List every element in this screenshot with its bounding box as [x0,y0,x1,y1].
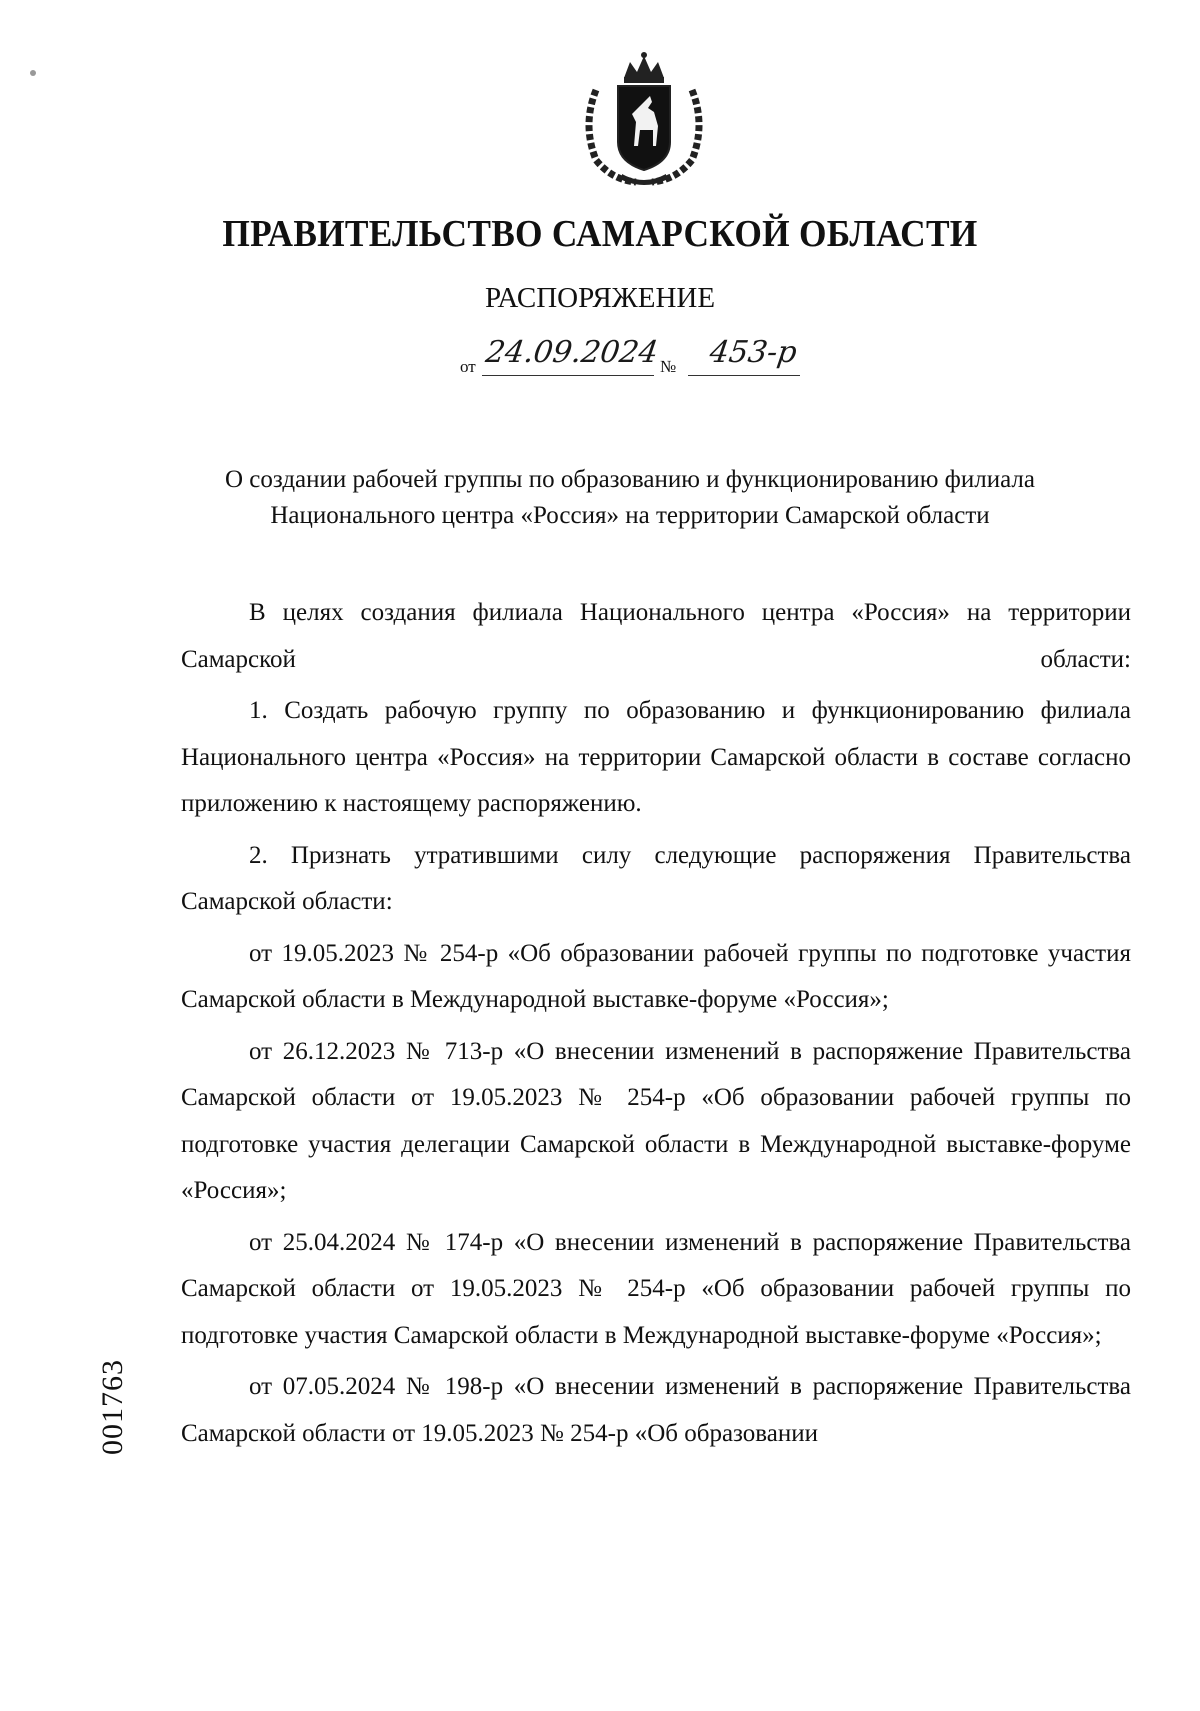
serial-number: 001763 [96,1359,129,1455]
government-title: ПРАВИТЕЛЬСТВО САМАРСКОЙ ОБЛАСТИ [222,213,978,255]
document-subject [150,462,1110,534]
document-type: РАСПОРЯЖЕНИЕ [484,282,716,314]
document-body [181,590,1131,1462]
body-paragraph-item-2: 2. Признать утратившими силу следующие распоряжения Правительства Самарской области: [181,841,1131,915]
samara-coat-of-arms-icon [574,50,714,188]
number-prefix: № [660,357,677,376]
body-paragraph-order-3: от 25.04.2024 № 174-р «О внесении изменений в распоряжение Правительства Самарской области от 19.05.2023 № 254-р «Об образовании рабочей группы по подготовке участия Самарской области в Международной выставке-форуме «Россия»; [181,1228,1131,1349]
body-paragraph-order-4: от 07.05.2024 № 198-р «О внесении изменений в распоряжение Правительства Самарской области от 19.05.2023 № 254-р «Об образовании [181,1373,1131,1447]
body-paragraph-item-1: 1. Создать рабочую группу по образованию и функционированию филиала Национального центра «Россия» на территории Самарской области в составе согласно приложению к настоящему распоряжению. [181,697,1131,817]
body-paragraph-intro: В целях создания филиала Национального центра «Россия» на территории Самарской области: [181,599,1131,673]
subject-line-1: О создании рабочей группы по образованию и функционированию филиала [225,466,1035,493]
number-underline [688,375,800,376]
body-paragraph-order-1: от 19.05.2023 № 254-р «Об образовании рабочей группы по подготовке участия Самарской области в Международной выставке-форуме «Россия»; [181,939,1131,1013]
scan-artifact [30,70,36,76]
date-prefix: от [460,357,476,376]
subject-line-2: Национального центра «Россия» на территории Самарской области [270,502,990,529]
body-paragraph-order-2: от 26.12.2023 № 713-р «О внесении изменений в распоряжение Правительства Самарской области от 19.05.2023 № 254-р «Об образовании рабочей группы по подготовке участия делегации Самарской области в Международной выставке-форуме «Россия»; [181,1037,1131,1204]
handwritten-date: 24.09.2024 [483,335,661,370]
date-underline [482,375,654,376]
handwritten-number: 453-р [707,335,800,370]
document-reference [460,335,860,375]
